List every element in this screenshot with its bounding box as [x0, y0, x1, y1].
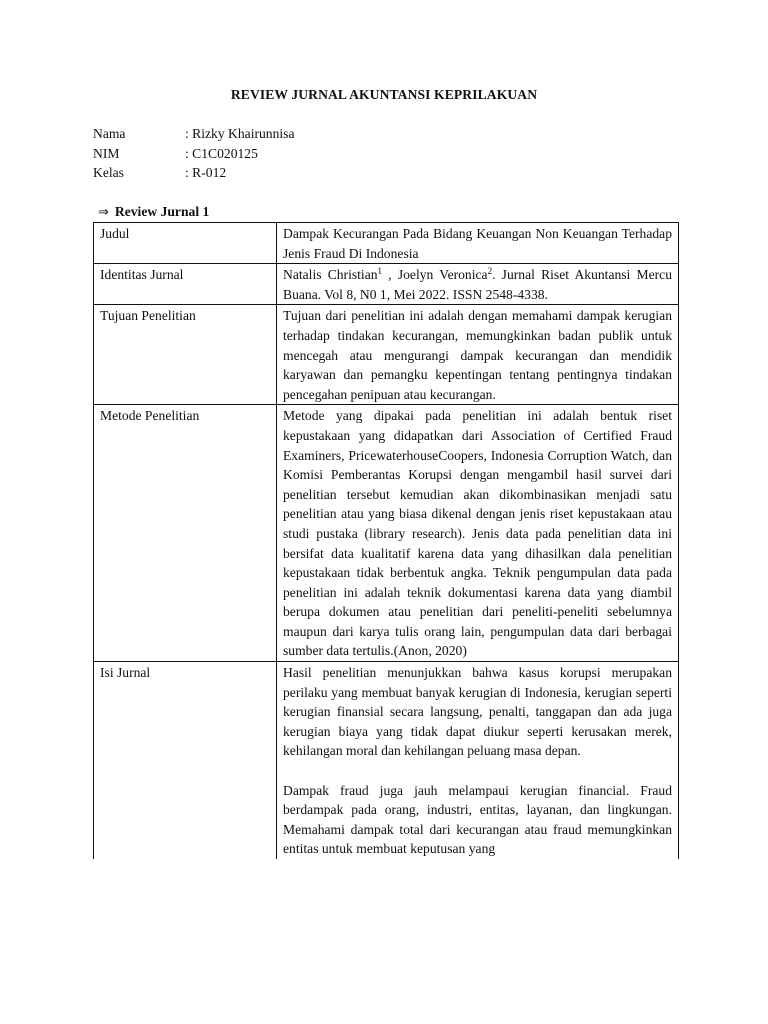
page-title: REVIEW JURNAL AKUNTANSI KEPRILAKUAN	[230, 87, 538, 102]
author-separator: ,	[382, 267, 398, 283]
identity-row-nim	[93, 144, 295, 164]
nim-label: NIM	[93, 145, 120, 161]
table-row-tujuan	[94, 305, 679, 405]
kelas-label: Kelas	[93, 165, 124, 180]
isi-label: Isi Jurnal	[94, 662, 277, 859]
table-row-identitas	[94, 264, 679, 305]
author-2-superscript: 2	[487, 266, 493, 277]
paragraph-gap	[283, 761, 672, 781]
isi-value	[277, 662, 679, 859]
double-right-arrow-icon: ⇒	[98, 204, 109, 220]
judul-value: Dampak Kecurangan Pada Bidang Keuangan Non Keuangan Terhadap Jenis Fraud Di Indonesia	[277, 223, 679, 264]
table-row-judul	[94, 223, 679, 264]
isi-paragraph-1: Hasil penelitian menunjukkan bahwa kasus korupsi merupakan perilaku yang membuat banyak kerugian di Indonesia, kerugian seperti kerugian finansial secara langsung, penalti, tanggapan dan ada juga kerugian biaya yang tidak dapat diukur seperti kerusakan merek, kehilangan moral dan kehilangan peluang masa depan.	[283, 665, 672, 759]
author-1-superscript: 1	[377, 266, 383, 277]
identitas-label: Identitas Jurnal	[94, 264, 277, 305]
author-1: Natalis Christian	[283, 267, 378, 283]
author-2: Joelyn Veronica	[397, 267, 488, 283]
identity-row-kelas	[93, 163, 295, 183]
identitas-value	[277, 264, 679, 305]
review-heading	[98, 204, 209, 220]
nama-value: : Rizky Khairunnisa	[185, 126, 295, 141]
student-identity	[93, 124, 295, 183]
nim-value: : C1C020125	[185, 145, 258, 161]
metode-value: Metode yang dipakai pada penelitian ini adalah bentuk riset kepustakaan yang didapatkan dari Association of Certified Fraud Examiners, PricewaterhouseCoopers, Indonesia Corruption Watch, dan Komisi Pemberantas Korupsi dengan mengambil hasil survei dari penelitian tersebut kemudian akan dikombinasikan menjadi satu penelitian atau yang biasa dikenal dengan jenis riset kepustakaan atau studi pustaka (library research). Jenis data pada penelitian data ini bersifat data kualitatif karena data yang dihasilkan dala penelitian kepustakaan tidak berbentuk angka. Teknik pengumpulan data pada penelitian ini adalah teknik dokumentasi karena data yang diambil berupa dokumen atau penelitian dari peneliti-peneliti sebelumnya maupun dari karya tulis orang lain, pengumpulan data dari berbagai sumber data tertulis.(Anon, 2020)	[277, 405, 679, 662]
journal-details: . Jurnal Riset Akuntansi Mercu Buana. Vol 8, N0 1, Mei 2022. ISSN 2548-4338.	[283, 267, 673, 302]
table-row-isi	[94, 662, 679, 859]
nama-label: Nama	[93, 126, 126, 141]
kelas-value: : R-012	[185, 165, 227, 180]
review-heading-text: Review Jurnal 1	[114, 204, 210, 219]
tujuan-label: Tujuan Penelitian	[94, 305, 277, 405]
judul-label: Judul	[94, 223, 277, 264]
metode-label: Metode Penelitian	[94, 405, 277, 662]
isi-paragraph-2: Dampak fraud juga jauh melampaui kerugian financial. Fraud berdampak pada orang, industri, entitas, layanan, dan lingkungan. Memahami dampak total dari kecurangan atau fraud memungkinkan entitas untuk membuat keputusan yang	[283, 782, 672, 857]
identity-row-nama	[93, 124, 295, 144]
review-table	[93, 222, 679, 859]
tujuan-value: Tujuan dari penelitian ini adalah dengan memahami dampak kerugian terhadap tindakan kecurangan, memungkinkan badan publik untuk mencegah atau mengurangi dampak kecurangan dan mendidik karyawan dan pemangku kepentingan tentang pentingnya tindakan pencegahan penipuan atau kecurangan.	[277, 305, 679, 405]
table-row-metode	[94, 405, 679, 662]
